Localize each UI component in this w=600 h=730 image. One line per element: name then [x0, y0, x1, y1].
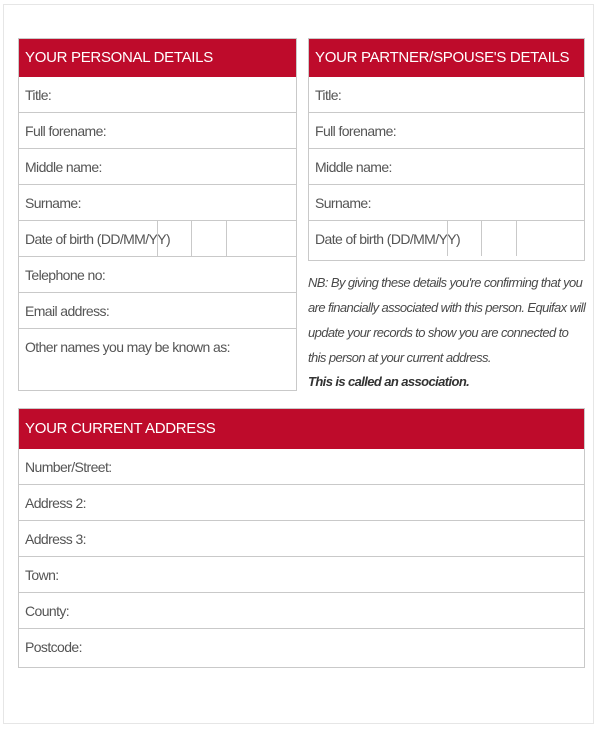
personal-dob-label: Date of birth (DD/MM/YY): [25, 231, 171, 247]
personal-email-label: Email address:: [25, 303, 110, 319]
personal-middle-name-row[interactable]: [19, 149, 296, 185]
partner-dob-year-box[interactable]: [516, 221, 586, 256]
personal-title-row[interactable]: [19, 77, 296, 113]
address-street-label: Number/Street:: [25, 459, 112, 475]
address-town-label: Town:: [25, 567, 59, 583]
partner-middle-name-label: Middle name:: [315, 159, 392, 175]
current-address-panel: [18, 408, 585, 668]
partner-surname-label: Surname:: [315, 195, 371, 211]
address-street-row[interactable]: [19, 449, 584, 485]
address-town-row[interactable]: [19, 557, 584, 593]
personal-telephone-label: Telephone no:: [25, 267, 106, 283]
personal-surname-row[interactable]: [19, 185, 296, 221]
personal-dob-row: [19, 221, 296, 257]
personal-details-header: YOUR PERSONAL DETAILS: [19, 39, 296, 77]
partner-middle-name-row[interactable]: [309, 149, 584, 185]
current-address-header: YOUR CURRENT ADDRESS: [19, 409, 584, 449]
personal-email-row[interactable]: [19, 293, 296, 329]
association-note-emphasis: This is called an association.: [308, 374, 470, 389]
address-postcode-label: Postcode:: [25, 639, 82, 655]
personal-forename-row[interactable]: [19, 113, 296, 149]
address-line3-label: Address 3:: [25, 531, 86, 547]
personal-telephone-row[interactable]: [19, 257, 296, 293]
personal-forename-label: Full forename:: [25, 123, 107, 139]
personal-dob-day-box[interactable]: [157, 221, 191, 256]
partner-surname-row[interactable]: [309, 185, 584, 221]
partner-dob-day-box[interactable]: [447, 221, 481, 256]
partner-dob-row: [309, 221, 584, 257]
personal-title-label: Title:: [25, 87, 52, 103]
personal-dob-month-box[interactable]: [191, 221, 226, 256]
address-line3-row[interactable]: [19, 521, 584, 557]
address-county-row[interactable]: [19, 593, 584, 629]
address-county-label: County:: [25, 603, 70, 619]
partner-details-header: YOUR PARTNER/SPOUSE'S DETAILS: [309, 39, 584, 77]
address-line2-label: Address 2:: [25, 495, 86, 511]
personal-details-panel: [18, 38, 297, 391]
partner-details-panel: [308, 38, 585, 261]
association-note: NB: By giving these details you're confirming that you are financially associated with this person. Equifax will update your records to show you are connected to this person at your current address.: [308, 275, 586, 365]
personal-dob-year-box[interactable]: [226, 221, 296, 256]
partner-dob-label: Date of birth (DD/MM/YY): [315, 231, 461, 247]
personal-surname-label: Surname:: [25, 195, 81, 211]
address-line2-row[interactable]: [19, 485, 584, 521]
personal-middle-name-label: Middle name:: [25, 159, 102, 175]
partner-forename-label: Full forename:: [315, 123, 397, 139]
partner-title-row[interactable]: [309, 77, 584, 113]
address-postcode-row[interactable]: [19, 629, 584, 665]
partner-title-label: Title:: [315, 87, 342, 103]
partner-forename-row[interactable]: [309, 113, 584, 149]
partner-dob-month-box[interactable]: [481, 221, 516, 256]
personal-other-names-row[interactable]: [19, 329, 296, 391]
personal-other-names-label: Other names you may be known as:: [25, 339, 230, 355]
